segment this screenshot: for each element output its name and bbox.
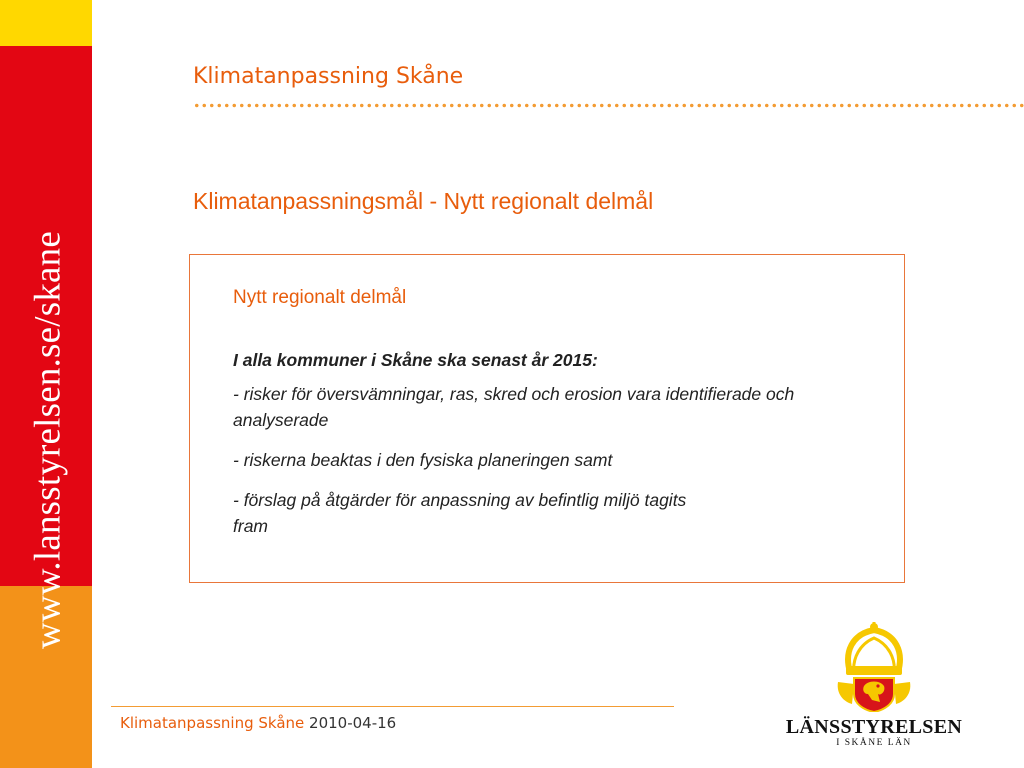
- footer-date: 2010-04-16: [309, 714, 397, 732]
- logo-name: LÄNSSTYRELSEN: [785, 716, 963, 738]
- logo-subname: I SKÅNE LÄN: [836, 738, 912, 748]
- box-heading: Nytt regionalt delmål: [233, 287, 407, 308]
- slide-subtitle: Klimatanpassningsmål - Nytt regionalt delmål: [193, 188, 654, 214]
- sidebar-url: www.lansstyrelsen.se/skane: [27, 231, 69, 649]
- box-item: - förslag på åtgärder för anpassning av befintlig miljö tagits fram: [233, 490, 687, 536]
- footer-title: Klimatanpassning Skåne: [120, 714, 305, 732]
- box-lead: I alla kommuner i Skåne ska senast år 2015:: [233, 350, 598, 370]
- header-divider: [193, 103, 1024, 108]
- sidebar-band-yellow: [0, 0, 92, 46]
- box-text: [233, 347, 833, 553]
- page-title: Klimatanpassning Skåne: [193, 64, 464, 89]
- coat-of-arms-icon: [834, 622, 914, 712]
- content-box: [189, 254, 905, 583]
- footer: [120, 714, 396, 732]
- box-item: - risker för översvämningar, ras, skred och erosion vara identifierade och analyserade: [233, 384, 795, 430]
- footer-divider: [111, 706, 674, 707]
- lansstyrelsen-logo: [784, 622, 964, 752]
- box-item: - riskerna beaktas i den fysiska planeringen samt: [233, 450, 613, 470]
